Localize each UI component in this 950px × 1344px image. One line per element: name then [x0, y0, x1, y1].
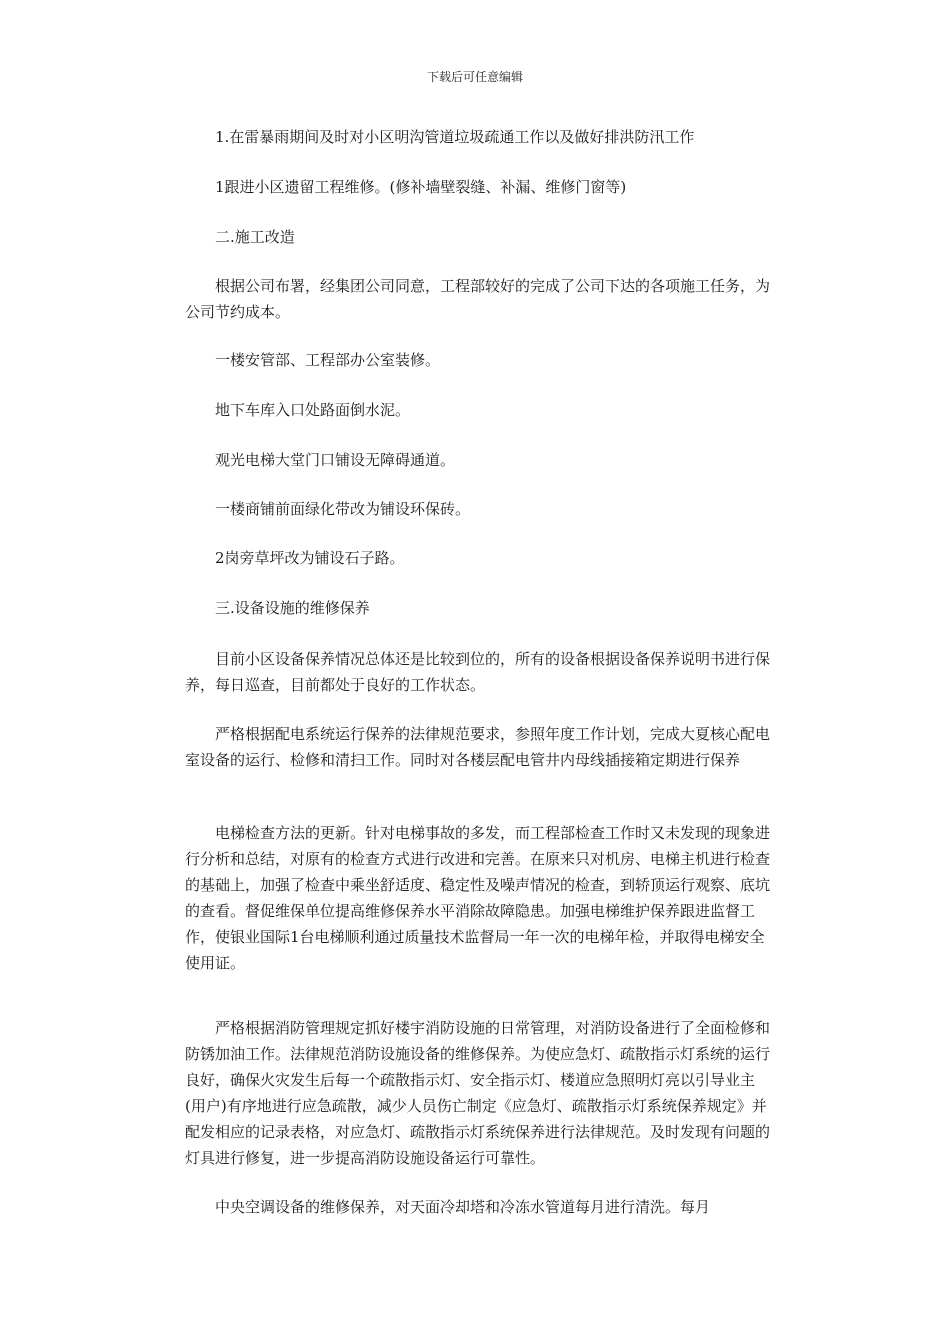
- paragraph: 严格根据配电系统运行保养的法律规范要求，参照年度工作计划，完成大夏核心配电室设备的运行、检修和清扫工作。同时对各楼层配电管井内母线插接箱定期进行保养: [185, 725, 771, 769]
- paragraph: 1跟进小区遗留工程维修。(修补墙壁裂缝、补漏、维修门窗等): [215, 178, 627, 196]
- list-item: 一楼安管部、工程部办公室装修。: [215, 351, 441, 369]
- list-item: 地下车库入口处路面倒水泥。: [215, 401, 411, 419]
- paragraph: 电梯检查方法的更新。针对电梯事故的多发，而工程部检查工作时又未发现的现象进行分析和总结，对原有的检查方式进行改进和完善。在原来只对机房、电梯主机进行检查的基础上，加强了检查中乘坐舒适度、稳定性及噪声情况的检查，到轿顶运行观察、底坑的查看。督促维保单位提高维修保养水平消除故障隐患。加强电梯维护保养跟进监督工作，使银业国际1台电梯顺利通过质量技术监督局一年一次的电梯年检，并取得电梯安全使用证。: [185, 824, 771, 972]
- paragraph: 根据公司布署，经集团公司同意，工程部较好的完成了公司下达的各项施工任务，为公司节约成本。: [185, 277, 771, 321]
- page-header: 下载后可任意编辑: [426, 70, 523, 84]
- paragraph: 中央空调设备的维修保养，对天面冷却塔和冷冻水管道每月进行清洗。每月: [215, 1198, 711, 1216]
- paragraph: 严格根据消防管理规定抓好楼宇消防设施的日常管理，对消防设备进行了全面检修和防锈加油工作。法律规范消防设施设备的维修保养。为使应急灯、疏散指示灯系统的运行良好，确保火灾发生后每一个疏散指示灯、安全指示灯、楼道应急照明灯亮以引导业主(用户)有序地进行应急疏散，减少人员伤亡制定《应急灯、疏散指示灯系统保养规定》并配发相应的记录表格，对应急灯、疏散指示灯系统保养进行法律规范。及时发现有问题的灯具进行修复，进一步提高消防设施设备运行可靠性。: [185, 1019, 771, 1167]
- list-item: 2岗旁草坪改为铺设石子路。: [215, 549, 405, 567]
- paragraph: 目前小区设备保养情况总体还是比较到位的，所有的设备根据设备保养说明书进行保养，每日巡查，目前都处于良好的工作状态。: [185, 650, 771, 694]
- list-item: 一楼商铺前面绿化带改为铺设环保砖。: [215, 500, 471, 518]
- paragraph: 1.在雷暴雨期间及时对小区明沟管道垃圾疏通工作以及做好排洪防汛工作: [215, 128, 695, 146]
- section-heading: 三.设备设施的维修保养: [215, 599, 370, 617]
- list-item: 观光电梯大堂门口铺设无障碍通道。: [215, 451, 456, 469]
- section-heading: 二.施工改造: [215, 228, 295, 246]
